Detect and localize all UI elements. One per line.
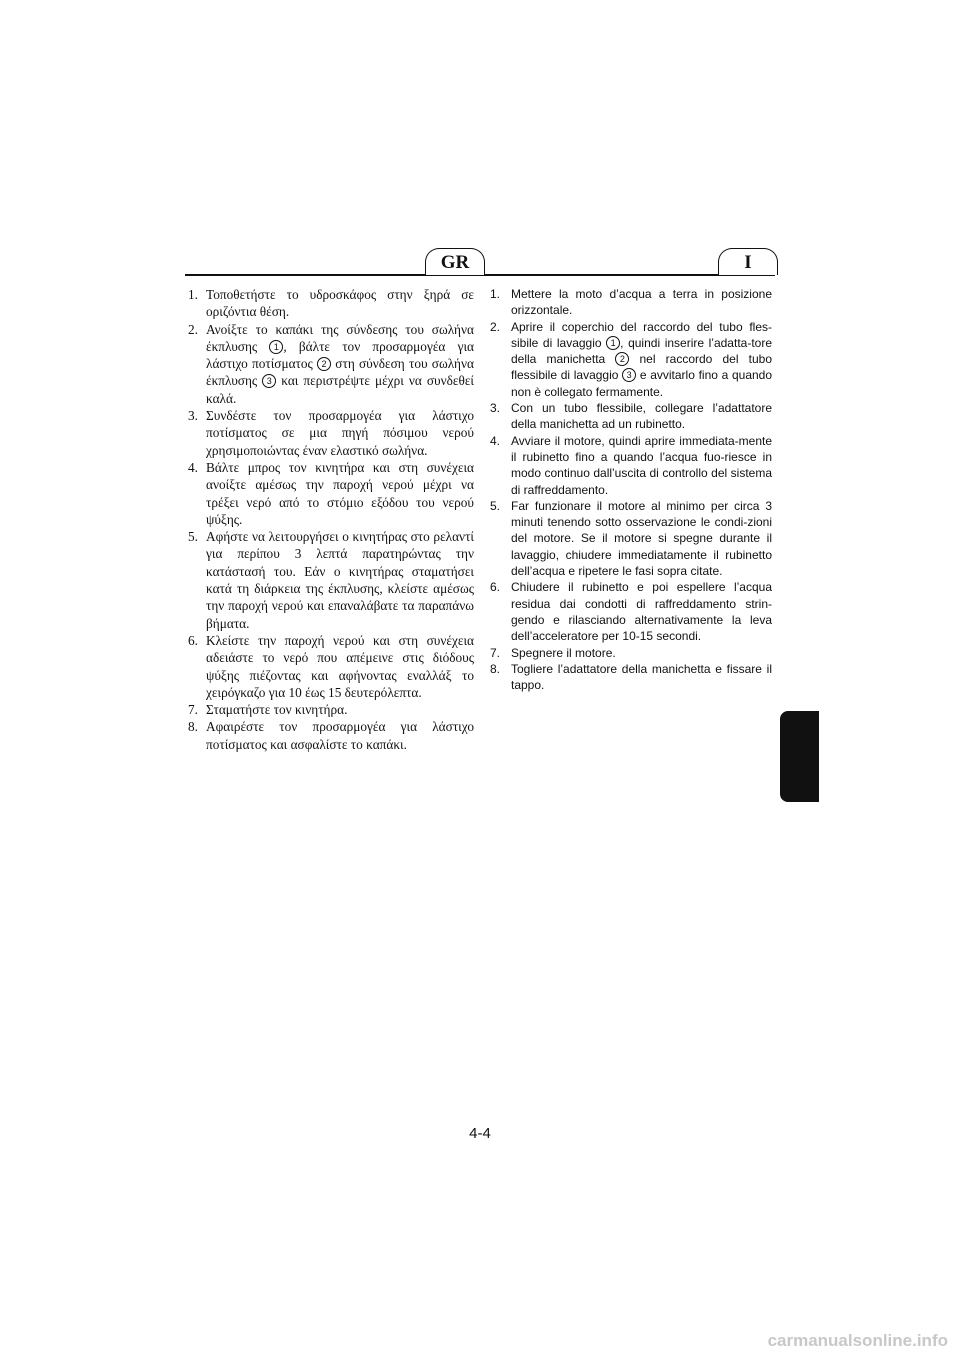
list-item (490, 661, 772, 694)
step-text: Βάλτε μπρος τον κινητήρα και στη συνέχεια ανοίξτε αμέσως την παροχή νερού μέχρι να τρέξει νερό από το στόμιο εξόδου του νερού ψύξης. (206, 459, 474, 527)
step-number: 2. (490, 319, 501, 334)
callout-number: 1 (269, 340, 283, 354)
list-item (490, 579, 772, 644)
step-text: και περιστρέψτε μέχρι να συνδεθεί καλά. (206, 373, 474, 406)
step-text: , βάλτε τον προσαρμογέα για λάστιχο ποτίσματος (206, 338, 474, 372)
step-text: Σταματήστε τον κινητήρα. (206, 702, 348, 718)
language-badge-gr: GR (425, 248, 485, 275)
list-item (188, 528, 474, 632)
step-number: 8. (490, 661, 501, 676)
step-text: Τοποθετήστε το υδροσκάφος στην ξηρά σε οριζόντια θέση. (206, 287, 474, 320)
step-number: 1. (490, 287, 501, 301)
step-number: 7. (188, 702, 198, 718)
step-text: στη σύνδεση του σωλήνα έκπλυσης (206, 356, 474, 389)
step-text: Togliere l’adattatore della manichetta e fissare il tappo. (511, 661, 772, 693)
step-text: Avviare il motore, quindi aprire immediata-mente il rubinetto fino a quando l’acqua fuo-riesce in modo continuo dall’uscita di controllo del sistema di raffreddamento. (511, 433, 772, 497)
list-item (188, 286, 474, 321)
list-item (490, 319, 772, 400)
list-item (188, 701, 474, 718)
step-number: 4. (188, 459, 198, 475)
language-badge-i: I (718, 248, 778, 275)
step-number: 3. (490, 401, 501, 416)
list-item (188, 718, 474, 753)
step-number: 5. (490, 498, 501, 513)
step-text: Αφήστε να λειτουργήσει ο κινητήρας στο ρελαντί για περίπου 3 λεπτά παρατηρώντας την κατάστασή του. Εάν ο κινητήρας σταματήσει κατά τη διάρκεια της έκπλυσης, κλείστε αμέσως την παροχή νερού και επαναλάβατε τα παραπάνω βήματα. (206, 529, 474, 631)
list-item (188, 632, 474, 701)
callout-number: 2 (317, 357, 331, 371)
callout-number: 2 (615, 352, 629, 366)
step-text: , quindi inserire l’adatta-tore della manichetta (511, 335, 773, 367)
list-item (490, 645, 772, 661)
step-text: Συνδέστε τον προσαρμογέα για λάστιχο ποτίσματος σε μια πηγή πόσιμου νερού χρησιμοποιώντας έναν ελαστικό σωλήνα. (206, 408, 474, 458)
step-text: Αφαιρέστε τον προσαρμογέα για λάστιχο ποτίσματος και ασφαλίστε το καπάκι. (206, 719, 474, 752)
list-item (188, 407, 474, 459)
callout-number: 3 (262, 374, 276, 388)
step-text: nel raccordo del tubo flessibile di lavaggio (511, 352, 772, 383)
step-number: 1. (188, 287, 198, 302)
step-number: 6. (188, 632, 198, 648)
step-number: 8. (188, 719, 198, 735)
step-number: 2. (188, 321, 198, 337)
step-number: 3. (188, 408, 198, 424)
watermark: carmanualsonline.info (767, 1331, 948, 1350)
page-number: 4-4 (469, 1125, 491, 1142)
list-item (188, 321, 474, 407)
step-text: Ανοίξτε το καπάκι της σύνδεσης του σωλήνα έκπλυσης (206, 321, 474, 354)
list-item (490, 498, 772, 579)
step-text: Spegnere il motore. (511, 645, 616, 660)
step-text: Chiudere il rubinetto e poi espellere l’acqua residua dai condotti di raffreddamento strin-gendo e rilasciando alternativamente la leva dell’acceleratore per 10-15 secondi. (511, 580, 772, 644)
page-header (185, 246, 775, 278)
list-item (490, 433, 772, 498)
italian-instructions (490, 286, 772, 693)
step-number: 6. (490, 580, 501, 595)
section-tab (780, 711, 819, 802)
step-text: Mettere la moto d’acqua a terra in posizione orizzontale. (511, 287, 772, 318)
greek-instructions (188, 286, 474, 753)
step-number: 7. (490, 645, 501, 660)
step-number: 5. (188, 529, 198, 545)
callout-number: 1 (606, 336, 620, 350)
step-text: Far funzionare il motore al minimo per circa 3 minuti tenendo sotto osservazione le condi-zioni del motore. Se il motore si spegne durante il lavaggio, chiudere immediatamente il rubinetto dell’acqua e ripetere le fasi sopra citate. (511, 498, 772, 579)
step-text: Aprire il coperchio del raccordo del tubo fles-sibile di lavaggio (511, 319, 772, 350)
list-item (490, 400, 772, 433)
step-text: Con un tubo flessibile, collegare l’adattatore della manichetta ad un rubinetto. (511, 401, 772, 432)
callout-number: 3 (622, 368, 636, 382)
step-number: 4. (490, 433, 501, 448)
list-item (188, 459, 474, 528)
list-item (490, 286, 772, 319)
step-text: Κλείστε την παροχή νερού και στη συνέχεια αδειάστε το νερό που απέμεινε στις διόδους ψύξης πιέζοντας και αφήνοντας εναλλάξ το χειρόγκαζο για 10 έως 15 δευτερόλεπτα. (206, 632, 474, 700)
step-text: e avvitarlo fino a quando non è collegato fermamente. (511, 368, 773, 399)
